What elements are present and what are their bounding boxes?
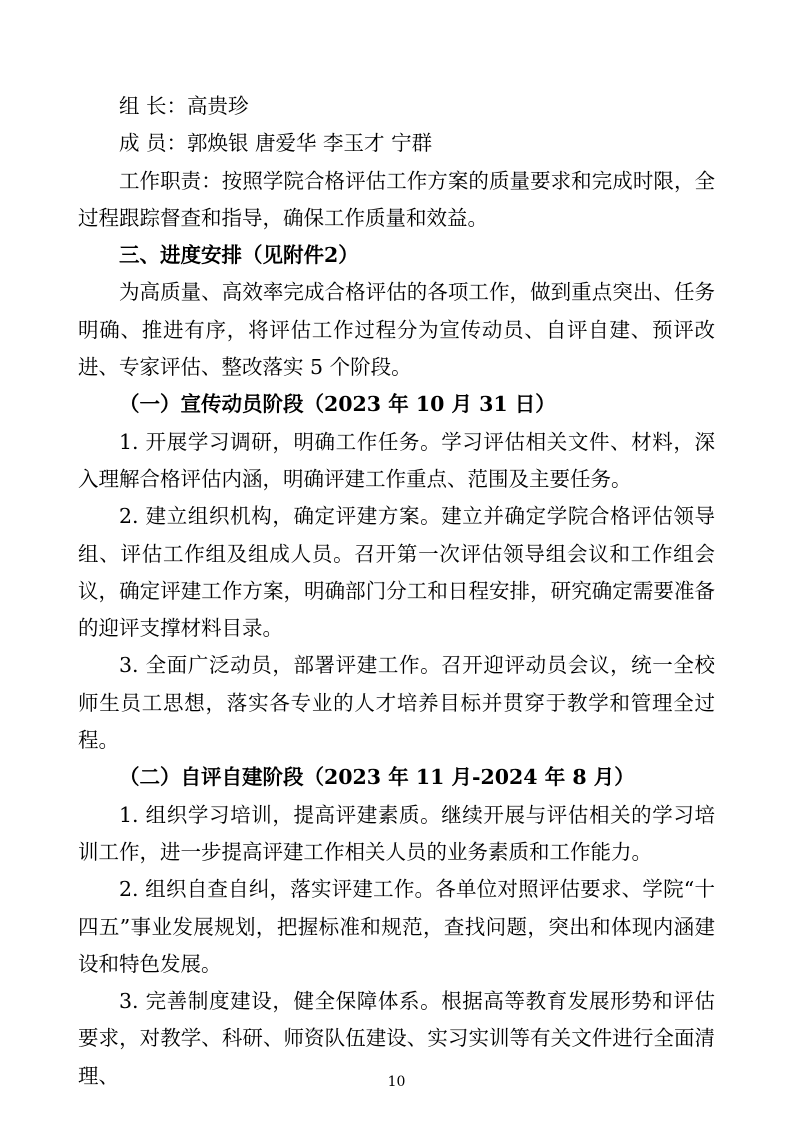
paragraph-phase-two-item-1: 1. 组织学习培训，提高评建素质。继续开展与评估相关的学习培训工作，进一步提高评建工作相关人员的业务素质和工作能力。	[78, 802, 715, 864]
paragraph-group-leader: 组 长：高贵珍	[119, 94, 249, 118]
paragraph-phase-one-item-1: 1. 开展学习调研，明确工作任务。学习评估相关文件、材料，深入理解合格评估内涵，明确评建工作重点、范围及主要任务。	[78, 429, 715, 491]
paragraph-duties: 工作职责：按照学院合格评估工作方案的质量要求和完成时限，全过程跟踪督查和指导，确保工作质量和效益。	[78, 168, 715, 230]
subheading-phase-one: （一）宣传动员阶段（2023 年 10 月 31 日）	[119, 392, 556, 417]
subheading-phase-two: （二）自评自建阶段（2023 年 11 月-2024 年 8 月）	[119, 765, 635, 790]
paragraph-schedule-intro: 为高质量、高效率完成合格评估的各项工作，做到重点突出、任务明确、推进有序，将评估工作过程分为宣传动员、自评自建、预评改进、专家评估、整改落实 5 个阶段。	[78, 280, 715, 380]
paragraph-phase-one-item-3: 3. 全面广泛动员，部署评建工作。召开迎评动员会议，统一全校师生员工思想，落实各专业的人才培养目标并贯穿于教学和管理全过程。	[78, 653, 715, 753]
paragraph-phase-two-item-2: 2. 组织自查自纠，落实评建工作。各单位对照评估要求、学院“十四五”事业发展规划，把握标准和规范，查找问题，突出和体现内涵建设和特色发展。	[78, 877, 715, 976]
paragraph-phase-two-item-3: 3. 完善制度建设，健全保障体系。根据高等教育发展形势和评估要求，对教学、科研、师资队伍建设、实习实训等有关文件进行全面清理、	[78, 989, 715, 1088]
heading-schedule: 三、进度安排（见附件2）	[119, 243, 359, 268]
document-body	[78, 88, 715, 1095]
paragraph-phase-one-item-2: 2. 建立组织机构，确定评建方案。建立并确定学院合格评估领导组、评估工作组及组成人员。召开第一次评估领导组会议和工作组会议，确定评建工作方案，明确部门分工和日程安排，研究确定需要准备的迎评支撑材料目录。	[78, 504, 715, 641]
page-number: 10	[387, 1074, 406, 1090]
paragraph-group-members: 成 员：郭焕银 唐爱华 李玉才 宁群	[119, 131, 433, 156]
